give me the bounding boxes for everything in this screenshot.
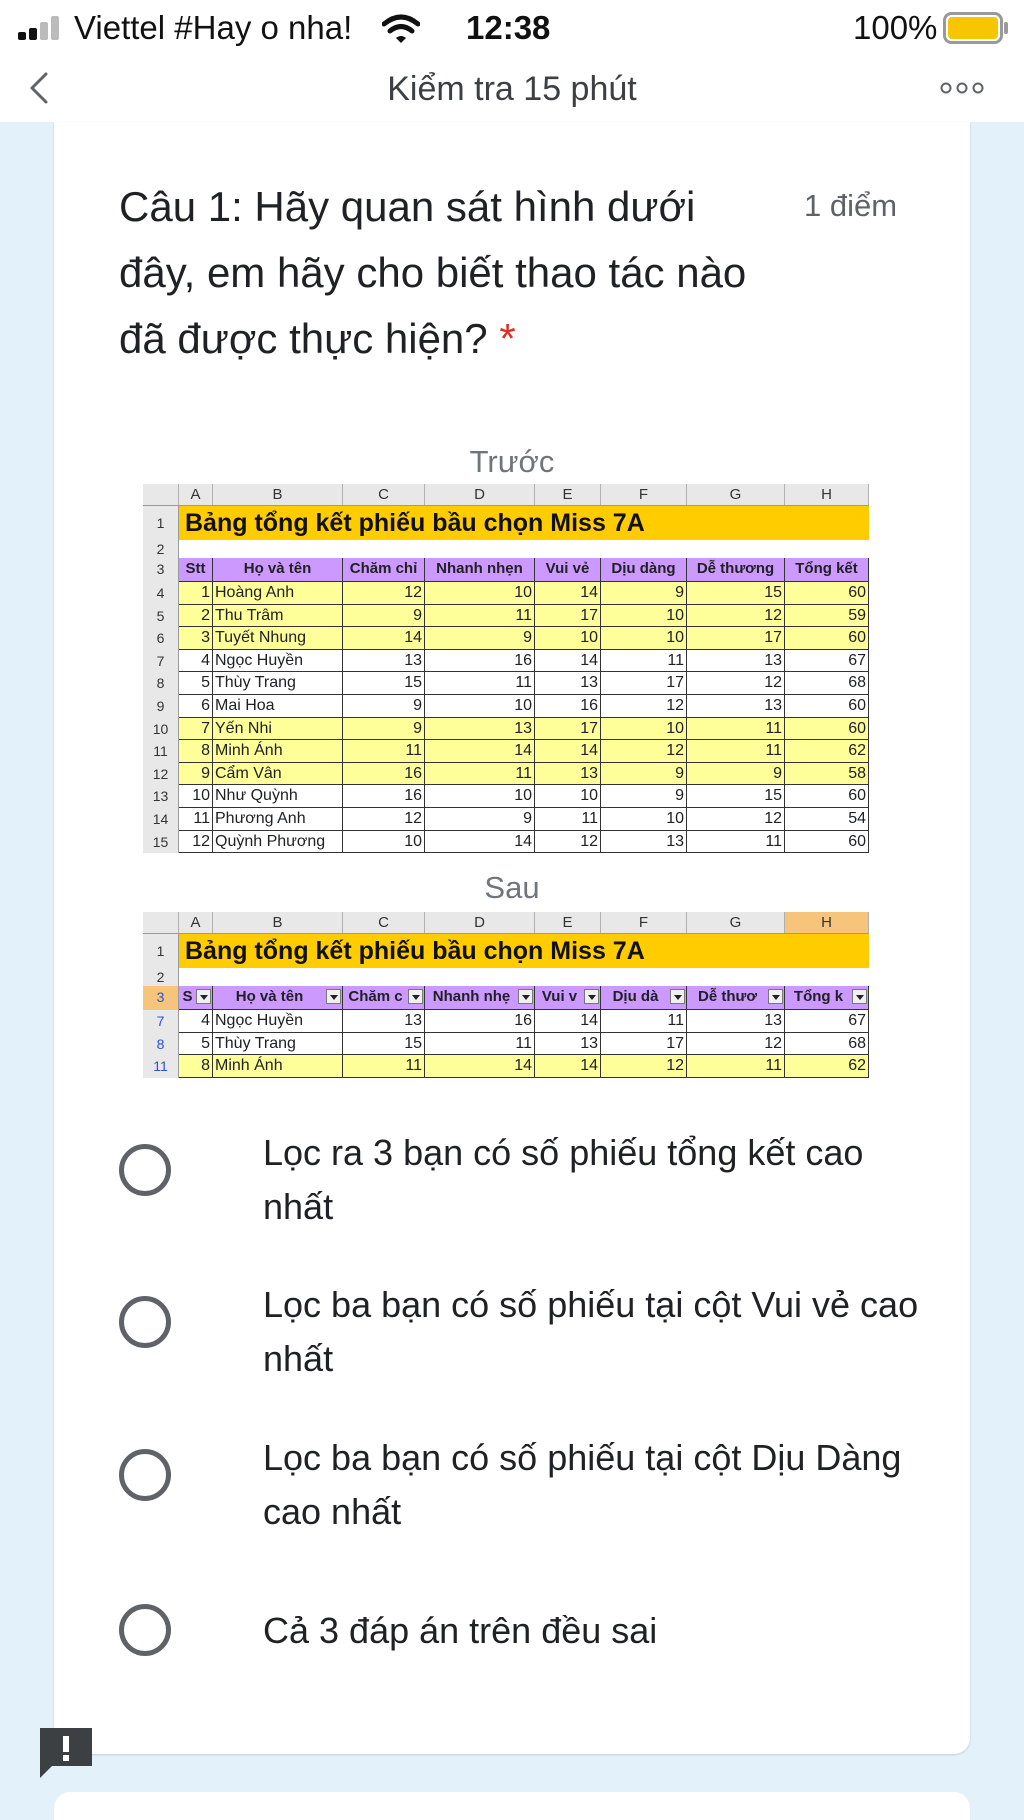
next-card: [54, 1792, 970, 1820]
cell-value: 12: [535, 831, 601, 854]
header-text: Vui v: [541, 988, 578, 1005]
cell-value: 10: [601, 718, 687, 741]
cell-stt: 9: [179, 763, 213, 786]
column-letter: B: [213, 912, 343, 933]
header-text: Dễ thương: [696, 560, 775, 577]
row-number: 3: [143, 986, 179, 1010]
cell-stt: 3: [179, 627, 213, 650]
header-cell: [535, 558, 601, 582]
table-row: [143, 695, 869, 718]
radio-button[interactable]: [119, 1449, 171, 1501]
header-text: Dễ thươ: [697, 988, 758, 1005]
spreadsheet-after: [143, 912, 869, 1078]
cell-value: 15: [343, 672, 425, 695]
header-text: Chăm chỉ: [349, 560, 418, 577]
row-number: 9: [143, 695, 179, 718]
cell-stt: 12: [179, 831, 213, 854]
title-row: [143, 506, 869, 540]
cell-value: 60: [785, 718, 869, 741]
cell-stt: 1: [179, 582, 213, 605]
column-letter: G: [687, 484, 785, 505]
blank-cell: [179, 968, 869, 986]
column-letter: C: [343, 912, 425, 933]
cell-value: 13: [343, 650, 425, 673]
column-letter: H: [785, 912, 869, 933]
cell-name: Như Quỳnh: [213, 785, 343, 808]
cell-value: 62: [785, 1055, 869, 1078]
header-cell: [535, 986, 601, 1010]
sheet-title: Bảng tổng kết phiếu bầu chọn Miss 7A: [179, 934, 869, 968]
table-row: [143, 740, 869, 763]
column-header-row: [143, 484, 869, 506]
row-number: 1: [143, 934, 179, 968]
corner-cell: [143, 484, 179, 505]
corner-cell: [143, 912, 179, 933]
cell-value: 12: [601, 740, 687, 763]
cell-stt: 2: [179, 605, 213, 628]
cell-value: 13: [687, 695, 785, 718]
question-label: Câu 1: Hãy quan sát hình dưới đây, em hãy cho biết thao tác nào đã được thực hiện?: [119, 183, 747, 362]
cell-value: 11: [343, 1055, 425, 1078]
cell-name: Tuyết Nhung: [213, 627, 343, 650]
cell-name: Ngọc Huyền: [213, 1010, 343, 1033]
header-cell: [179, 558, 213, 582]
caption-before: Trước: [469, 444, 555, 479]
cell-value: 58: [785, 763, 869, 786]
option-label: Lọc ba bạn có số phiếu tại cột Dịu Dàng cao nhất: [263, 1437, 902, 1532]
cell-value: 11: [425, 605, 535, 628]
cell-value: 9: [425, 627, 535, 650]
cell-value: 17: [687, 627, 785, 650]
table-row: [143, 1055, 869, 1078]
cell-value: 59: [785, 605, 869, 628]
row-number: 7: [143, 650, 179, 673]
table-row: [143, 627, 869, 650]
table-row: [143, 672, 869, 695]
cell-value: 11: [425, 1033, 535, 1056]
header-cell: [601, 558, 687, 582]
report-feedback-icon[interactable]: [38, 1726, 94, 1780]
cell-value: 15: [687, 582, 785, 605]
cell-stt: 8: [179, 740, 213, 763]
table-row: [143, 785, 869, 808]
cell-stt: 6: [179, 695, 213, 718]
blank-row: [143, 540, 869, 558]
cell-stt: 5: [179, 672, 213, 695]
header-cell: [785, 986, 869, 1010]
table-row: [143, 1010, 869, 1033]
column-letter: C: [343, 484, 425, 505]
cell-value: 11: [687, 1055, 785, 1078]
option-label: Lọc ra 3 bạn có số phiếu tổng kết cao nhất: [263, 1132, 864, 1227]
filter-dropdown-icon: [196, 989, 211, 1004]
points-label: 1 điểm: [804, 188, 898, 223]
cell-value: 12: [687, 672, 785, 695]
wifi-icon: [382, 14, 420, 44]
cell-value: 14: [535, 1055, 601, 1078]
cell-value: 16: [535, 695, 601, 718]
cell-value: 60: [785, 695, 869, 718]
radio-button[interactable]: [119, 1144, 171, 1196]
header-row: [143, 986, 869, 1010]
cell-value: 14: [535, 1010, 601, 1033]
header-text: Tổng k: [793, 988, 844, 1005]
header-cell: [179, 986, 213, 1010]
cell-value: 17: [535, 605, 601, 628]
cell-value: 9: [343, 695, 425, 718]
question-text: [119, 174, 759, 372]
cell-value: 13: [343, 1010, 425, 1033]
table-row: [143, 718, 869, 741]
cell-value: 14: [535, 650, 601, 673]
cell-value: 54: [785, 808, 869, 831]
cell-stt: 7: [179, 718, 213, 741]
table-row: [143, 763, 869, 786]
column-letter: A: [179, 484, 213, 505]
radio-button[interactable]: [119, 1296, 171, 1348]
cell-value: 13: [535, 763, 601, 786]
cell-value: 67: [785, 650, 869, 673]
cell-value: 68: [785, 672, 869, 695]
cell-value: 11: [687, 718, 785, 741]
cell-value: 13: [535, 1033, 601, 1056]
cell-value: 13: [601, 831, 687, 854]
header-cell: [687, 558, 785, 582]
cell-value: 14: [425, 1055, 535, 1078]
cell-value: 10: [601, 627, 687, 650]
table-row: [143, 808, 869, 831]
header-cell: [687, 986, 785, 1010]
cell-value: 10: [425, 695, 535, 718]
row-number: 11: [143, 740, 179, 763]
required-asterisk: *: [499, 315, 516, 362]
row-number: 7: [143, 1010, 179, 1033]
cell-value: 16: [425, 1010, 535, 1033]
cell-value: 60: [785, 627, 869, 650]
cell-value: 17: [535, 718, 601, 741]
carrier-name: Viettel #Hay o nha!: [74, 9, 353, 46]
cell-value: 12: [687, 808, 785, 831]
header-text: S: [182, 988, 193, 1005]
cell-value: 9: [601, 582, 687, 605]
option-label: Cả 3 đáp án trên đều sai: [263, 1610, 658, 1651]
row-number: 3: [143, 558, 179, 582]
row-number: 2: [143, 540, 179, 558]
cell-value: 11: [425, 763, 535, 786]
status-bar: [0, 0, 1024, 56]
header-text: Nhanh nhẹn: [436, 560, 523, 577]
header-text: Họ và tên: [235, 988, 304, 1005]
column-letter: A: [179, 912, 213, 933]
cell-value: 10: [535, 785, 601, 808]
cell-signal-icon: [18, 16, 66, 40]
cell-name: Thùy Trang: [213, 1033, 343, 1056]
cell-value: 14: [535, 740, 601, 763]
column-letter: H: [785, 484, 869, 505]
header-text: Vui vẻ: [545, 560, 590, 577]
cell-name: Yến Nhi: [213, 718, 343, 741]
cell-name: Cẩm Vân: [213, 763, 343, 786]
cell-value: 11: [687, 831, 785, 854]
cell-value: 15: [343, 1033, 425, 1056]
cell-value: 11: [425, 672, 535, 695]
header-text: Chăm c: [348, 988, 403, 1005]
cell-name: Ngọc Huyền: [213, 650, 343, 673]
column-letter: E: [535, 484, 601, 505]
cell-value: 16: [425, 650, 535, 673]
option-label: Lọc ba bạn có số phiếu tại cột Vui vẻ cao nhất: [263, 1284, 919, 1379]
column-letter: D: [425, 484, 535, 505]
header-text: Dịu dàng: [611, 560, 676, 577]
filter-dropdown-icon: [584, 989, 599, 1004]
row-number: 11: [143, 1055, 179, 1078]
battery-percent: 100%: [853, 9, 938, 46]
cell-stt: 8: [179, 1055, 213, 1078]
header-cell: [343, 986, 425, 1010]
cell-name: Minh Ánh: [213, 1055, 343, 1078]
cell-value: 14: [425, 740, 535, 763]
cell-name: Mai Hoa: [213, 695, 343, 718]
cell-value: 11: [687, 740, 785, 763]
cell-value: 67: [785, 1010, 869, 1033]
clock: 12:38: [466, 9, 551, 46]
cell-value: 10: [601, 808, 687, 831]
cell-value: 9: [601, 785, 687, 808]
cell-value: 60: [785, 582, 869, 605]
row-number: 1: [143, 506, 179, 540]
table-row: [143, 831, 869, 854]
cell-value: 11: [343, 740, 425, 763]
row-number: 12: [143, 763, 179, 786]
header-cell: [425, 558, 535, 582]
cell-name: Thùy Trang: [213, 672, 343, 695]
cell-value: 9: [343, 605, 425, 628]
cell-name: Hoàng Anh: [213, 582, 343, 605]
column-letter: G: [687, 912, 785, 933]
header-cell: [213, 558, 343, 582]
row-number: 4: [143, 582, 179, 605]
cell-value: 9: [343, 718, 425, 741]
row-number: 2: [143, 968, 179, 986]
column-header-row: [143, 912, 869, 934]
cell-value: 10: [535, 627, 601, 650]
blank-row: [143, 968, 869, 986]
cell-value: 12: [601, 695, 687, 718]
cell-stt: 11: [179, 808, 213, 831]
header-text: Stt: [185, 560, 206, 577]
cell-stt: 4: [179, 650, 213, 673]
cell-value: 10: [425, 785, 535, 808]
cell-value: 16: [343, 785, 425, 808]
column-letter: D: [425, 912, 535, 933]
cell-value: 62: [785, 740, 869, 763]
cell-value: 9: [601, 763, 687, 786]
table-row: [143, 1033, 869, 1056]
cell-value: 13: [687, 1010, 785, 1033]
sheet-title: Bảng tổng kết phiếu bầu chọn Miss 7A: [179, 506, 869, 540]
caption-after: Sau: [484, 870, 540, 905]
cell-value: 14: [535, 582, 601, 605]
more-horizontal-icon[interactable]: [940, 78, 984, 98]
cell-value: 13: [535, 672, 601, 695]
header-cell: [785, 558, 869, 582]
cell-value: 17: [601, 672, 687, 695]
cell-value: 60: [785, 831, 869, 854]
app-bar: [0, 56, 1024, 122]
row-number: 6: [143, 627, 179, 650]
cell-value: 10: [425, 582, 535, 605]
column-letter: F: [601, 912, 687, 933]
question-card: [54, 122, 970, 1754]
cell-value: 13: [687, 650, 785, 673]
cell-value: 12: [343, 808, 425, 831]
table-row: [143, 582, 869, 605]
cell-value: 17: [601, 1033, 687, 1056]
row-number: 10: [143, 718, 179, 741]
cell-value: 11: [601, 650, 687, 673]
cell-name: Phương Anh: [213, 808, 343, 831]
cell-stt: 10: [179, 785, 213, 808]
cell-value: 13: [425, 718, 535, 741]
cell-name: Thu Trâm: [213, 605, 343, 628]
cell-value: 14: [343, 627, 425, 650]
filter-dropdown-icon: [408, 989, 423, 1004]
cell-value: 16: [343, 763, 425, 786]
column-letter: F: [601, 484, 687, 505]
header-text: Nhanh nhẹ: [432, 988, 511, 1005]
header-text: Họ và tên: [243, 560, 312, 577]
cell-value: 12: [343, 582, 425, 605]
row-number: 8: [143, 672, 179, 695]
column-letter: B: [213, 484, 343, 505]
cell-value: 12: [601, 1055, 687, 1078]
column-letter: E: [535, 912, 601, 933]
row-number: 14: [143, 808, 179, 831]
spreadsheet-before: [143, 484, 869, 853]
cell-name: Minh Ánh: [213, 740, 343, 763]
cell-value: 14: [425, 831, 535, 854]
header-cell: [425, 986, 535, 1010]
header-text: Dịu dà: [612, 988, 659, 1005]
filter-dropdown-icon: [768, 989, 783, 1004]
cell-value: 11: [535, 808, 601, 831]
cell-value: 10: [343, 831, 425, 854]
cell-name: Quỳnh Phương: [213, 831, 343, 854]
page-title: Kiểm tra 15 phút: [387, 70, 637, 108]
header-row: [143, 558, 869, 582]
cell-value: 9: [425, 808, 535, 831]
row-number: 13: [143, 785, 179, 808]
blank-cell: [179, 540, 869, 558]
filter-dropdown-icon: [852, 989, 867, 1004]
cell-value: 9: [687, 763, 785, 786]
title-row: [143, 934, 869, 968]
cell-value: 10: [601, 605, 687, 628]
header-cell: [213, 986, 343, 1010]
cell-value: 11: [601, 1010, 687, 1033]
cell-stt: 4: [179, 1010, 213, 1033]
filter-dropdown-icon: [326, 989, 341, 1004]
row-number: 5: [143, 605, 179, 628]
row-number: 8: [143, 1033, 179, 1056]
header-cell: [343, 558, 425, 582]
header-cell: [601, 986, 687, 1010]
cell-value: 12: [687, 1033, 785, 1056]
radio-button[interactable]: [119, 1604, 171, 1656]
table-row: [143, 650, 869, 673]
cell-stt: 5: [179, 1033, 213, 1056]
row-number: 15: [143, 831, 179, 854]
header-text: Tổng kết: [795, 560, 858, 577]
cell-value: 15: [687, 785, 785, 808]
filter-dropdown-icon: [518, 989, 533, 1004]
cell-value: 12: [687, 605, 785, 628]
filter-dropdown-icon: [670, 989, 685, 1004]
table-row: [143, 605, 869, 628]
cell-value: 68: [785, 1033, 869, 1056]
battery-icon: [943, 12, 1009, 44]
cell-value: 60: [785, 785, 869, 808]
